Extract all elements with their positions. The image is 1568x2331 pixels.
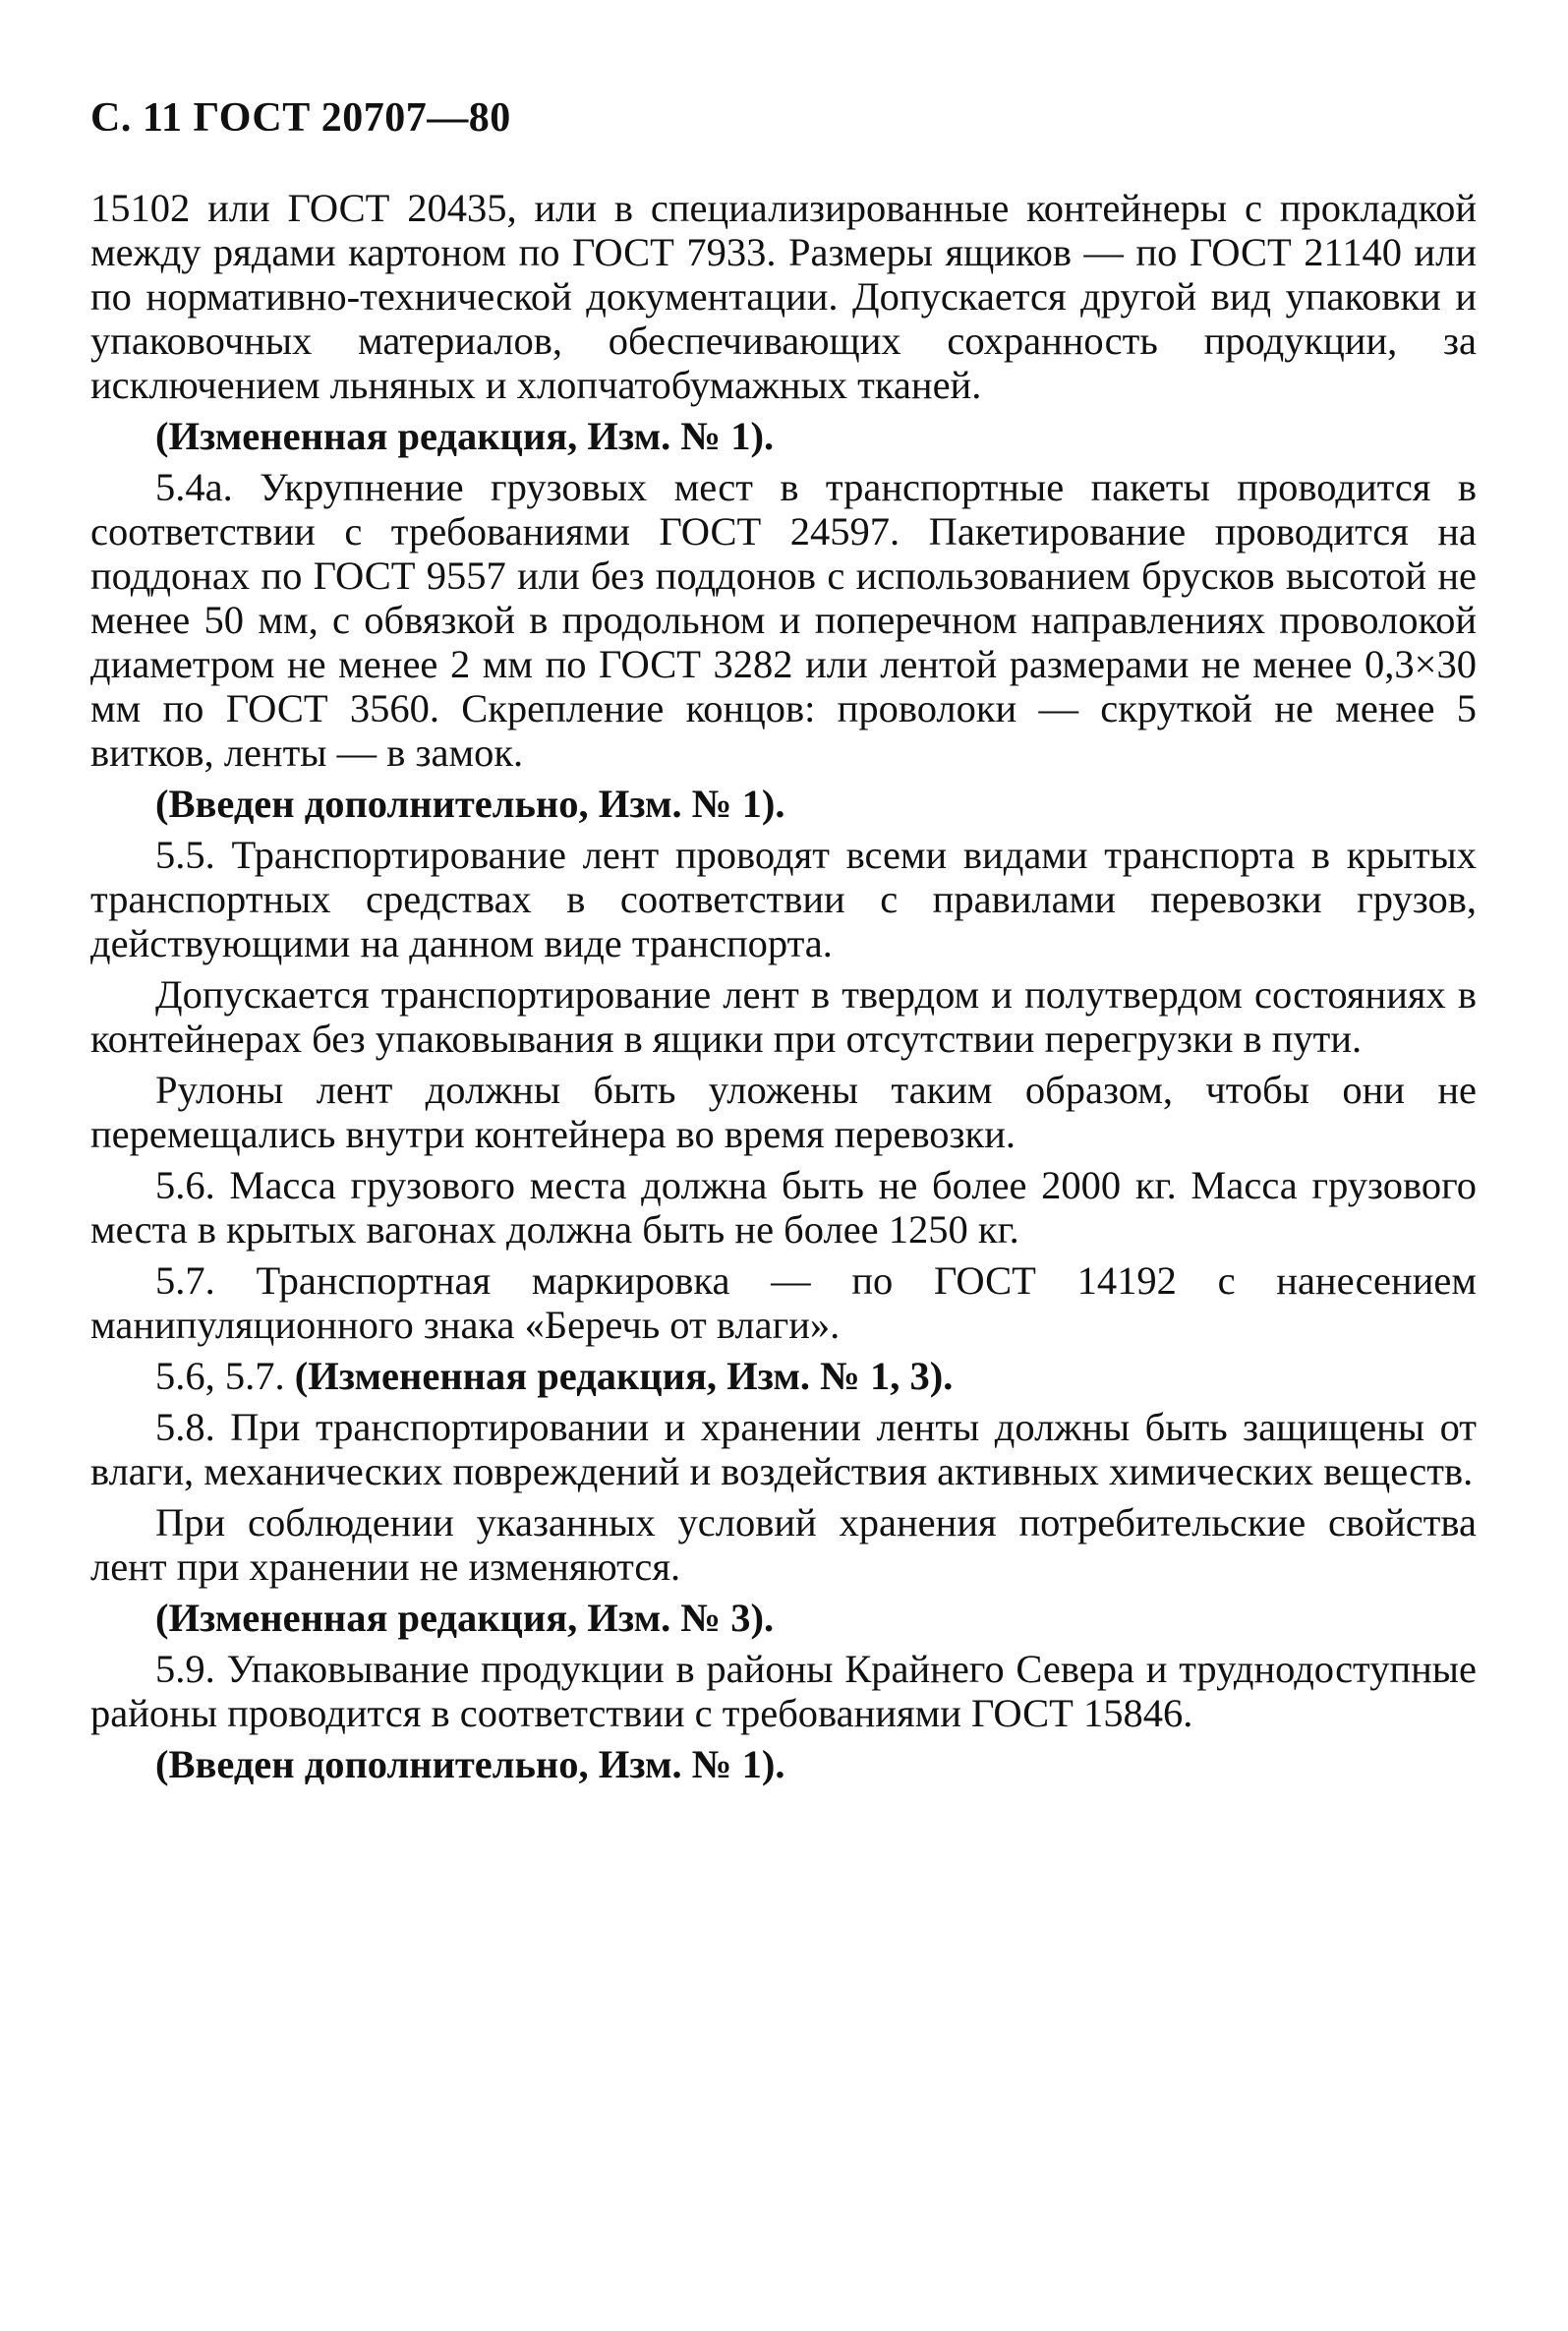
paragraph-5-7: 5.7. Транспортная маркировка — по ГОСТ 14192 с нанесением манипуляционного знака «Беречь от влаги». [90, 1258, 1477, 1347]
amendment-note: (Измененная редакция, Изм. № 3). [155, 1596, 775, 1640]
paragraph-5-5: 5.5. Транспортирование лент проводят всеми видами транспорта в крытых транспортных средствах в соответствии с правилами перевозки грузов, действующими на данном виде транспорта. [90, 833, 1477, 965]
paragraph-5-8: 5.8. При транспортировании и хранении ленты должны быть защищены от влаги, механических повреждений и воздействия активных химических веществ. [90, 1405, 1477, 1493]
amendment-line-5-6-5-7 [90, 1354, 1477, 1398]
paragraph-5-5-rolls: Рулоны лент должны быть уложены таким образом, чтобы они не перемещались внутри контейнера во время перевозки. [90, 1068, 1477, 1156]
amendment-note: (Измененная редакция, Изм. № 1, 3). [294, 1354, 954, 1398]
paragraph-5-9: 5.9. Упаковывание продукции в районы Крайнего Севера и труднодоступные районы проводится в соответствии с требованиями ГОСТ 15846. [90, 1647, 1477, 1735]
document-page [90, 93, 1477, 1793]
document-body [90, 186, 1477, 1786]
page-header: С. 11 ГОСТ 20707—80 [90, 95, 511, 141]
amendment-note: (Введен дополнительно, Изм. № 1). [155, 782, 785, 826]
clause-reference: 5.6, 5.7. [155, 1354, 295, 1398]
paragraph-5-6: 5.6. Масса грузового места должна быть не более 2000 кг. Масса грузового места в крытых вагонах должна быть не более 1250 кг. [90, 1163, 1477, 1252]
amendment-note: (Введен дополнительно, Изм. № 1). [155, 1742, 785, 1786]
amendment-note: (Измененная редакция, Изм. № 1). [155, 414, 775, 458]
paragraph-5-5-containers: Допускается транспортирование лент в твердом и полутвердом состояниях в контейнерах без упаковывания в ящики при отсутствии перегрузки в пути. [90, 972, 1477, 1061]
paragraph-continuation: 15102 или ГОСТ 20435, или в специализированные контейнеры с прокладкой между рядами картоном по ГОСТ 7933. Размеры ящиков — по ГОСТ 21140 или по нормативно-технической документации. Допускается другой вид упаковки и упаковочных материалов, обеспечивающих сохранность продукции, за исключением льняных и хлопчатобумажных тканей. [90, 186, 1477, 407]
paragraph-5-4a: 5.4а. Укрупнение грузовых мест в транспортные пакеты проводится в соответствии с требованиями ГОСТ 24597. Пакетирование проводится на поддонах по ГОСТ 9557 или без поддонов с использованием брусков высотой не менее 50 мм, с обвязкой в продольном и поперечном направлениях проволокой диаметром не менее 2 мм по ГОСТ 3282 или лентой размерами не менее 0,3×30 мм по ГОСТ 3560. Скрепление концов: проволоки — скруткой не менее 5 витков, ленты — в замок. [90, 465, 1477, 775]
paragraph-5-8-conditions: При соблюдении указанных условий хранения потребительские свойства лент при хранении не изменяются. [90, 1500, 1477, 1589]
